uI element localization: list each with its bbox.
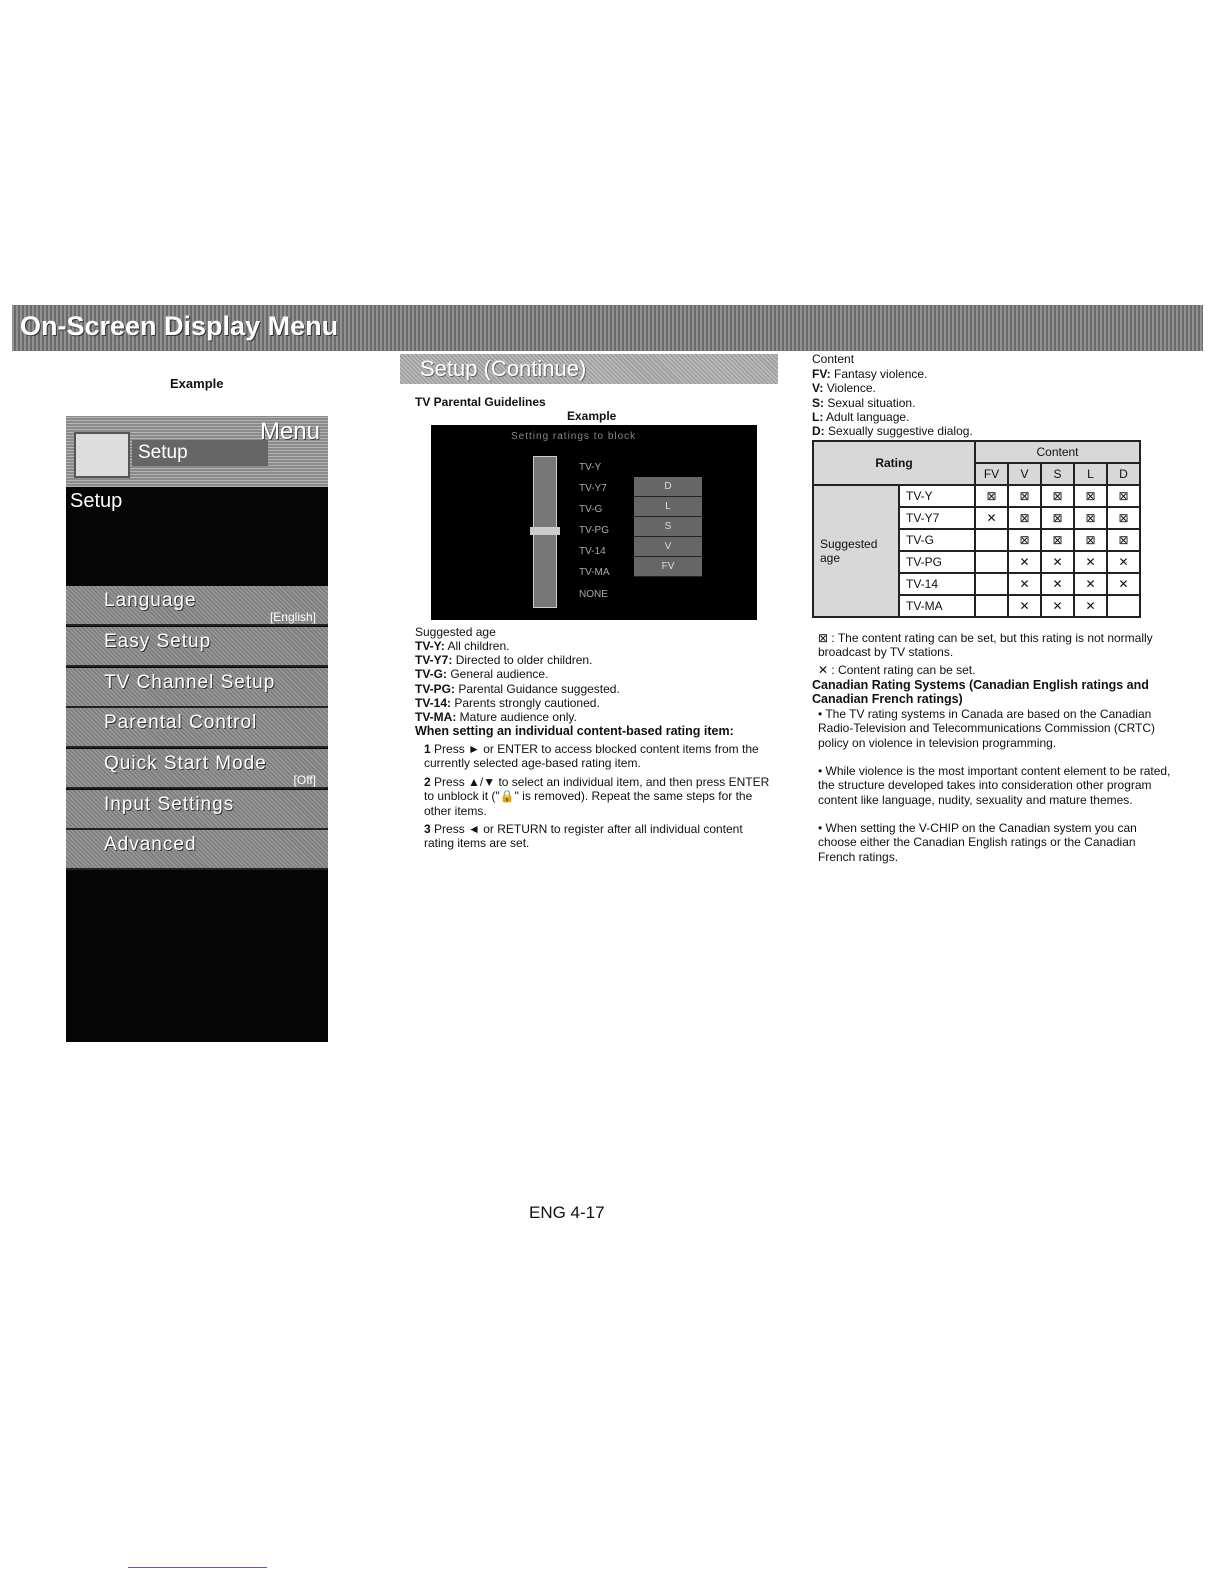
- table-cell: ✕: [1074, 573, 1107, 595]
- guidelines-title: TV Parental Guidelines: [415, 395, 546, 409]
- table-cell: ⊠: [1041, 529, 1074, 551]
- definition-key: S:: [812, 396, 824, 410]
- definition: [415, 653, 592, 667]
- table-cell: ✕: [1008, 595, 1041, 617]
- bullet-text: The TV rating systems in Canada are based on the Canadian Radio-Television and Telecommunications Commission (CRTC) policy on violence in television programming.: [818, 707, 1156, 750]
- column-header: D: [1107, 463, 1140, 485]
- table-cell: ⊠: [975, 485, 1008, 507]
- list-item: • The TV rating systems in Canada are based on the Canadian Radio-Television and Telecommunications Commission (CRTC) policy on violence in television programming.: [818, 707, 1156, 750]
- table-cell: ✕: [1107, 573, 1140, 595]
- content-definition: [812, 367, 927, 381]
- content-item[interactable]: L: [634, 497, 702, 517]
- rating-screen-example: [431, 425, 757, 620]
- age-item[interactable]: TV-MA: [579, 567, 610, 578]
- table-cell: ⊠: [1008, 485, 1041, 507]
- definition-key: FV:: [812, 367, 831, 381]
- definition-key: TV-PG:: [415, 682, 456, 696]
- content-item[interactable]: D: [634, 477, 702, 497]
- definition: [415, 639, 509, 653]
- step-3: [424, 822, 774, 851]
- definition: [415, 667, 548, 681]
- example-label: Example: [170, 376, 224, 391]
- page-header-title: On-Screen Display Menu: [20, 311, 339, 341]
- rating-header: Rating: [813, 441, 975, 485]
- table-cell: ⊠: [1008, 507, 1041, 529]
- table-cell: ✕: [1008, 551, 1041, 573]
- menu-item-label: Input Settings: [104, 794, 235, 815]
- age-item[interactable]: TV-Y7: [579, 483, 607, 494]
- table-cell: ⊠: [1107, 529, 1140, 551]
- definition-key: TV-MA:: [415, 710, 457, 724]
- section-title: Setup (Continue): [420, 356, 587, 381]
- individual-heading: When setting an individual content-based rating item:: [415, 724, 734, 738]
- menu-item-value: [Off]: [293, 773, 316, 787]
- row-rating: TV-14: [899, 573, 975, 595]
- menu-item-input-settings[interactable]: [66, 790, 328, 830]
- table-cell: ⊠: [1074, 507, 1107, 529]
- menu-item-label: Language: [104, 590, 197, 611]
- definition-text: Fantasy violence.: [834, 367, 928, 381]
- age-item[interactable]: TV-Y: [579, 462, 602, 473]
- menu-item-label: Quick Start Mode: [104, 753, 267, 774]
- note-boxed-x: ⊠ : The content rating can be set, but this rating is not normally broadcast by TV stations.: [818, 631, 1153, 660]
- canadian-heading: Canadian Rating Systems (Canadian English ratings and Canadian French ratings): [812, 678, 1149, 707]
- note-x: ✕ : Content rating can be set.: [818, 663, 976, 677]
- definition-text: All children.: [447, 639, 510, 653]
- column-header: L: [1074, 463, 1107, 485]
- column-header: S: [1041, 463, 1074, 485]
- row-rating: TV-Y: [899, 485, 975, 507]
- row-rating: TV-MA: [899, 595, 975, 617]
- table-cell: ⊠: [1074, 529, 1107, 551]
- content-header: Content: [975, 441, 1140, 463]
- menu-item-language[interactable]: [66, 586, 328, 626]
- definition: [415, 696, 600, 710]
- table-cell: ✕: [975, 507, 1008, 529]
- definition-key: TV-14:: [415, 696, 452, 710]
- definition-text: Mature audience only.: [459, 710, 577, 724]
- step-text: Press ◄ or RETURN to register after all individual content rating items are set.: [424, 822, 743, 851]
- bullet-text: When setting the V-CHIP on the Canadian system you can choose either the Canadian English ratings or the Canadian French ratings.: [818, 821, 1137, 864]
- definition-text: Parents strongly cautioned.: [454, 696, 600, 710]
- definition-text: Parental Guidance suggested.: [458, 682, 620, 696]
- screen-title: Setting ratings to block: [511, 431, 637, 442]
- table-cell: [975, 529, 1008, 551]
- step-text: Press ► or ENTER to access blocked content items from the currently selected age-based rating item.: [424, 742, 759, 771]
- age-item[interactable]: TV-14: [579, 546, 606, 557]
- menu-item-advanced[interactable]: [66, 830, 328, 870]
- page-header-banner: [12, 305, 1203, 351]
- list-item: • While violence is the most important content element to be rated, the structure developed takes into consideration other program content like language, nudity, sexuality and mature themes.: [818, 764, 1171, 807]
- list-item: • When setting the V-CHIP on the Canadian system you can choose either the Canadian English ratings or the Canadian French ratings.: [818, 821, 1137, 864]
- setup-icon: [74, 432, 130, 478]
- definition-key: D:: [812, 424, 825, 438]
- footer-divider: [128, 1567, 267, 1568]
- definition-key: V:: [812, 381, 824, 395]
- content-definition: [812, 410, 909, 424]
- menu-item-label: Advanced: [104, 834, 197, 855]
- step-number: 2: [424, 775, 431, 789]
- content-item[interactable]: S: [634, 517, 702, 537]
- content-definition: [812, 424, 973, 438]
- step-number: 3: [424, 822, 431, 836]
- row-rating: TV-PG: [899, 551, 975, 573]
- slider-knob[interactable]: [530, 527, 560, 535]
- definition-text: Violence.: [826, 381, 876, 395]
- table-cell: [975, 573, 1008, 595]
- menu-item-label: TV Channel Setup: [104, 672, 276, 693]
- rating-table: [812, 440, 1141, 618]
- content-item[interactable]: V: [634, 537, 702, 557]
- column-header: V: [1008, 463, 1041, 485]
- table-cell: ✕: [1074, 551, 1107, 573]
- table-cell: ✕: [1008, 573, 1041, 595]
- content-item[interactable]: FV: [634, 557, 702, 577]
- example-label: Example: [567, 409, 617, 423]
- definition-key: TV-Y7:: [415, 653, 453, 667]
- row-rating: TV-Y7: [899, 507, 975, 529]
- age-item[interactable]: TV-G: [579, 504, 603, 515]
- menu-item-quick-start-mode[interactable]: [66, 749, 328, 789]
- definition-key: L:: [812, 410, 824, 424]
- age-item[interactable]: NONE: [579, 589, 608, 600]
- definition-key: TV-G:: [415, 667, 447, 681]
- table-cell: [975, 551, 1008, 573]
- table-cell: ✕: [1041, 573, 1074, 595]
- column-header: FV: [975, 463, 1008, 485]
- menu-item-tv-channel-setup[interactable]: [66, 668, 328, 708]
- step-number: 1: [424, 742, 431, 756]
- menu-screenshot: [66, 416, 328, 1042]
- definition-text: General audience.: [450, 667, 549, 681]
- content-definition: [812, 381, 876, 395]
- definition-text: Sexual situation.: [827, 396, 916, 410]
- table-cell: ⊠: [1107, 485, 1140, 507]
- menu-top-bar: [66, 416, 328, 487]
- content-definition: [812, 396, 915, 410]
- menu-item-value: [English]: [269, 610, 316, 624]
- menu-heading: Setup: [70, 490, 123, 512]
- step-2: [424, 775, 774, 818]
- table-cell: ⊠: [1041, 507, 1074, 529]
- suggested-age-heading: Suggested age: [415, 625, 496, 639]
- row-rating: TV-G: [899, 529, 975, 551]
- table-cell: ✕: [1107, 551, 1140, 573]
- page-number: ENG 4-17: [529, 1203, 605, 1222]
- menu-item-label: Easy Setup: [104, 631, 212, 652]
- definition-text: Directed to older children.: [455, 653, 593, 667]
- table-cell: ⊠: [1041, 485, 1074, 507]
- table-cell: ✕: [1041, 595, 1074, 617]
- bullet-text: While violence is the most important content element to be rated, the structure developed takes into consideration other program content like language, nudity, sexuality and mature themes.: [818, 764, 1171, 807]
- menu-item-easy-setup[interactable]: [66, 627, 328, 667]
- section-title-bar: [400, 354, 778, 384]
- step-1: [424, 742, 774, 771]
- menu-item-label: Parental Control: [104, 712, 258, 733]
- table-cell: ⊠: [1074, 485, 1107, 507]
- menu-title: Menu: [259, 418, 320, 445]
- menu-item-parental-control[interactable]: [66, 708, 328, 748]
- table-cell: ✕: [1041, 551, 1074, 573]
- table-cell: ✕: [1074, 595, 1107, 617]
- definition: [415, 710, 577, 724]
- rating-slider[interactable]: [533, 456, 557, 608]
- table-cell: [1107, 595, 1140, 617]
- table-cell: ⊠: [1107, 507, 1140, 529]
- definition-text: Sexually suggestive dialog.: [828, 424, 973, 438]
- age-item[interactable]: TV-PG: [579, 525, 610, 536]
- step-text: Press ▲/▼ to select an individual item, and then press ENTER to unblock it ("🔒" is removed). Repeat the same steps for the other items.: [424, 775, 770, 818]
- group-label: Suggested age: [813, 485, 899, 617]
- definition-text: Adult language.: [826, 410, 910, 424]
- table-cell: ⊠: [1008, 529, 1041, 551]
- content-heading: Content: [812, 352, 855, 366]
- definition-key: TV-Y:: [415, 639, 445, 653]
- table-row: [813, 485, 1140, 507]
- menu-tab-setup[interactable]: Setup: [132, 440, 268, 466]
- table-cell: [975, 595, 1008, 617]
- definition: [415, 682, 620, 696]
